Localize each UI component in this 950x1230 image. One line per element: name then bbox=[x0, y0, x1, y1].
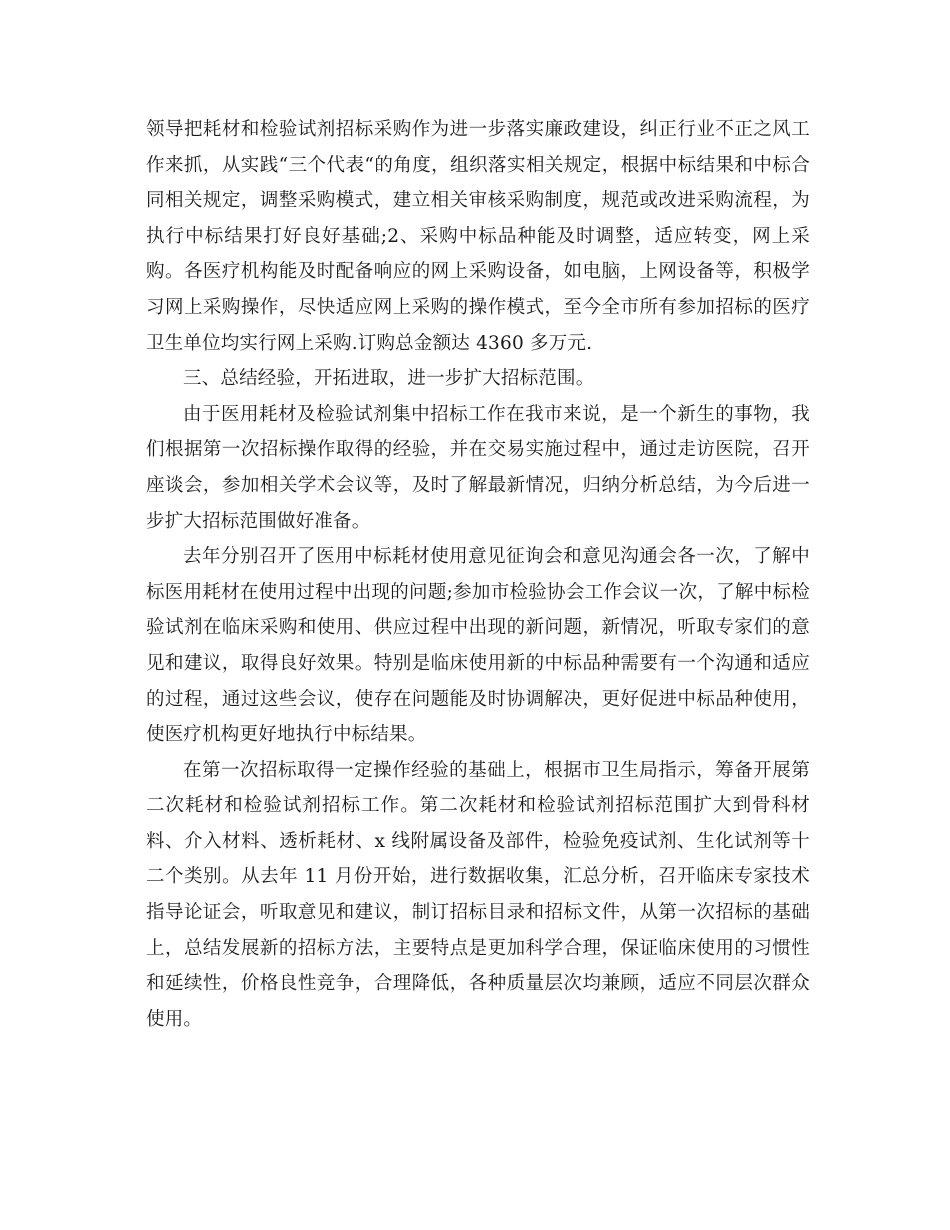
body-paragraph: 领导把耗材和检验试剂招标采购作为进一步落实廉政建设，纠正行业不正之风工作来抓，从实践“三个代表“的角度，组织落实相关规定，根据中标结果和中标合同相关规定，调整采购模式，建立相关审核采购制度，规范或改进采购流程，为执行中标结果打好良好基础;2、采购中标品种能及时调整，适应转变，网上采购。各医疗机构能及时配备响应的网上采购设备，如电脑，上网设备等，积极学习网上采购操作，尽快适应网上采购的操作模式，至今全市所有参加招标的医疗卫生单位均实行网上采购.订购总金额达 4360 多万元. bbox=[146, 119, 810, 354]
body-paragraph: 由于医用耗材及检验试剂集中招标工作在我市来说，是一个新生的事物，我们根据第一次招标操作取得的经验，并在交易实施过程中，通过走访医院，召开座谈会，参加相关学术会议等，及时了解最新情况，归纳分析总结，为今后进一步扩大招标范围做好准备。 bbox=[146, 403, 810, 532]
body-paragraph: 在第一次招标取得一定操作经验的基础上，根据市卫生局指示，筹备开展第二次耗材和检验试剂招标工作。第二次耗材和检验试剂招标范围扩大到骨科材料、介入材料、透析耗材、x 线附属设备及部件，检验免疫试剂、生化试剂等十二个类别。从去年 11 月份开始，进行数据收集，汇总分析，召开临床专家技术指导论证会，听取意见和建议，制订招标目录和招标文件，从第一次招标的基础上，总结发展新的招标方法，主要特点是更加科学合理，保证临床使用的习惯性和延续性，价格良性竞争，合理降低，各种质量层次均兼顾，适应不同层次群众使用。 bbox=[146, 759, 810, 1030]
body-paragraph: 去年分别召开了医用中标耗材使用意见征询会和意见沟通会各一次，了解中标医用耗材在使用过程中出现的问题;参加市检验协会工作会议一次，了解中标检验试剂在临床采购和使用、供应过程中出现的新问题，新情况，听取专家们的意见和建议，取得良好效果。特别是临床使用新的中标品种需要有一个沟通和适应的过程，通过这些会议，使存在问题能及时协调解决，更好促进中标品种使用，使医疗机构更好地执行中标结果。 bbox=[146, 546, 810, 746]
section-heading: 三、总结经验，开拓进取，进一步扩大招标范围。 bbox=[183, 368, 595, 390]
document-body bbox=[146, 112, 810, 1037]
